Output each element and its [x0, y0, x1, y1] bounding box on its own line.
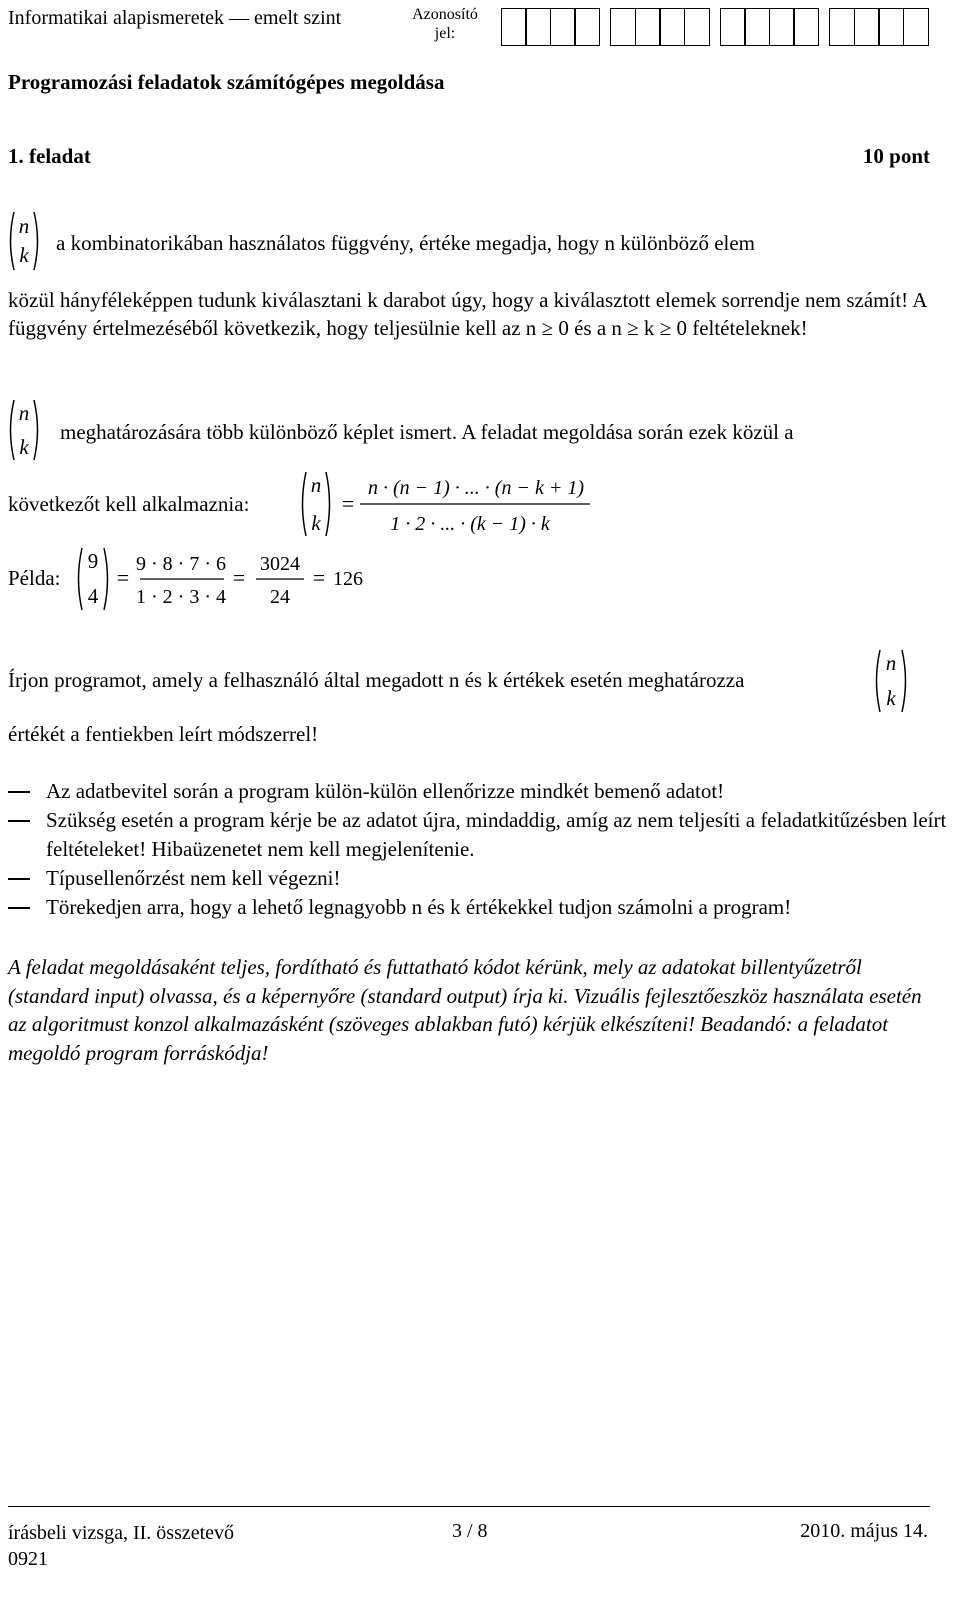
svg-text:=: = [341, 491, 355, 516]
id-box[interactable] [903, 8, 929, 46]
id-box[interactable] [878, 8, 904, 46]
example-formula [74, 546, 374, 612]
id-label: Azonosító jel: [412, 6, 478, 42]
id-box-grid [502, 8, 929, 46]
svg-text:n: n [310, 473, 322, 497]
section-title: Programozási feladatok számítógépes megoldása [8, 70, 445, 94]
id-box[interactable] [829, 8, 855, 46]
formula-binomial [298, 470, 608, 540]
instruction-line-2: értékét a fentiekben leírt módszerrel! [8, 722, 319, 746]
svg-text:k: k [886, 686, 896, 710]
footer-left [8, 1520, 308, 1572]
svg-text:=: = [232, 565, 246, 590]
binomial-symbol [6, 210, 42, 272]
list-item: Típusellenőrzést nem kell végezni! [8, 864, 948, 893]
id-box[interactable] [793, 8, 819, 46]
closing-note: A feladat megoldásaként teljes, fordítható és futtatható kódot kérünk, mely az adatokat billentyűzetről (standard input) olvassa, és a képernyőre (standard output) írja ki. Vizuális fejlesztőeszköz használata esetén az algoritmust konzol alkalmazásként (szöveges ablakban futó) kérjük elkészíteni! Beadandó: a feladatot megoldó program forráskódja! [8, 955, 922, 1065]
formula-denominator: 1 · 2 · ... · (k − 1) · k [390, 513, 550, 535]
binomial-symbol-2 [6, 398, 42, 462]
dash-bullet [8, 878, 30, 880]
example-frac1-den: 1 · 2 · 3 · 4 [136, 586, 226, 608]
id-box[interactable] [854, 8, 880, 46]
task-points: 10 pont [862, 144, 930, 168]
id-box[interactable] [769, 8, 795, 46]
id-box[interactable] [574, 8, 600, 46]
example-frac2-den: 24 [270, 586, 290, 608]
id-box[interactable] [744, 8, 770, 46]
svg-text:=: = [116, 565, 130, 590]
requirements-list [8, 777, 948, 922]
example-frac2-num: 3024 [260, 553, 300, 575]
dash-bullet [8, 820, 30, 822]
example-result: 126 [333, 568, 363, 590]
binom-bottom: k [19, 243, 29, 267]
list-item: Az adatbevitel során a program külön-külön ellenőrizze mindkét bemenő adatot! [8, 777, 948, 806]
formula-numerator: n · (n − 1) · ... · (n − k + 1) [367, 477, 585, 499]
formula-label: következőt kell alkalmaznia: [8, 492, 250, 516]
dash-bullet [8, 907, 30, 909]
id-box[interactable] [684, 8, 710, 46]
id-box[interactable] [501, 8, 527, 46]
id-box[interactable] [550, 8, 576, 46]
footer-divider [8, 1506, 930, 1507]
id-box[interactable] [720, 8, 746, 46]
page-number: 3 / 8 [452, 1520, 488, 1542]
footer-code: 0921 [8, 1548, 48, 1570]
svg-text:k: k [311, 511, 321, 535]
example-binom-bottom: 4 [87, 584, 99, 608]
exam-date: 2010. május 14. [800, 1520, 928, 1542]
formula-intro: meghatározására több különböző képlet ismert. A feladat megoldása során ezek közül a [60, 420, 794, 444]
instruction-line-1: Írjon programot, amely a felhasználó által megadott n és k értékek esetén meghatározza [8, 668, 745, 692]
id-box[interactable] [610, 8, 636, 46]
task-number: 1. feladat [8, 144, 91, 168]
id-box[interactable] [635, 8, 661, 46]
intro-line-1: a kombinatorikában használatos függvény, értéke megadja, hogy n különböző elem [56, 231, 755, 255]
id-box[interactable] [525, 8, 551, 46]
header-subject: Informatikai alapismeretek — emelt szint [8, 7, 342, 29]
example-binom-top: 9 [87, 549, 99, 573]
list-item: Törekedjen arra, hogy a lehető legnagyobb n és k értékekkel tudjon számolni a program! [8, 893, 948, 922]
example-frac1-num: 9 · 8 · 7 · 6 [136, 553, 226, 575]
intro-paragraph: közül hányféleképpen tudunk kiválasztani k darabot úgy, hogy a kiválasztott elemek sorrendje nem számít! A függvény értelmezéséből következik, hogy teljesülnie kell az n ≥ 0 és a n ≥ k ≥ 0 feltételeknek! [8, 288, 927, 340]
binom2-bottom: k [19, 435, 29, 459]
dash-bullet [8, 791, 30, 793]
svg-text:=: = [312, 565, 326, 590]
footer-exam-label: írásbeli vizsga, II. összetevő [8, 1522, 235, 1544]
binom2-top: n [18, 401, 30, 425]
binom-top: n [18, 214, 30, 238]
instruction-binomial [872, 648, 912, 714]
svg-text:n: n [885, 651, 897, 675]
example-label: Példa: [8, 566, 61, 590]
id-box[interactable] [659, 8, 685, 46]
list-item: Szükség esetén a program kérje be az adatot újra, mindaddig, amíg az nem teljesíti a feladatkitűzésben leírt feltételeket! Hibaüzenetet nem kell megjelenítenie. [8, 806, 948, 864]
